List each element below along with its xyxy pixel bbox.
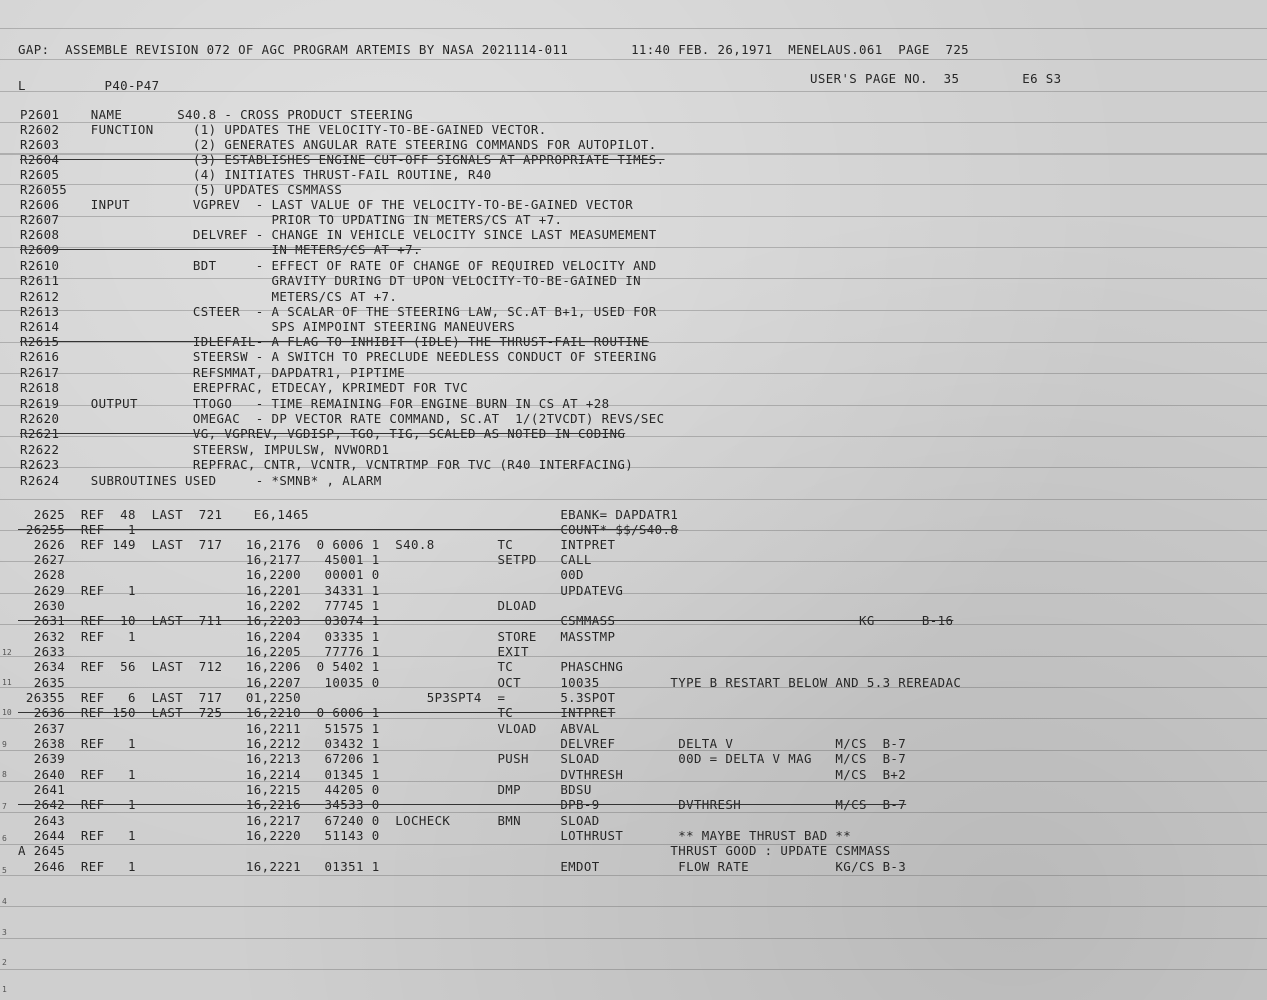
listing-line: R2612 METERS/CS AT +7. bbox=[20, 289, 398, 304]
code-line: 2636 REF 150 LAST 725 16,2210 0 6006 1 TC INTPRET bbox=[18, 705, 616, 720]
code-line: 2641 16,2215 44205 0 DMP BDSU bbox=[18, 782, 592, 797]
listing-line: R2620 OMEGAC - DP VECTOR RATE COMMAND, SC.AT 1/(2TVCDT) REVS/SEC bbox=[20, 411, 665, 426]
code-line: 2626 REF 149 LAST 717 16,2176 0 6006 1 S40.8 TC INTPRET bbox=[18, 537, 616, 552]
margin-mark: 5 bbox=[2, 866, 7, 875]
margin-mark: 10 bbox=[2, 708, 12, 717]
code-line: 2628 16,2200 00001 0 00D bbox=[18, 567, 584, 582]
code-line: 2646 REF 1 16,2221 01351 1 EMDOT FLOW RATE KG/CS B-3 bbox=[18, 859, 907, 874]
listing-line: R2602 FUNCTION (1) UPDATES THE VELOCITY-TO-BE-GAINED VECTOR. bbox=[20, 122, 547, 137]
code-line: 2633 16,2205 77776 1 EXIT bbox=[18, 644, 529, 659]
margin-mark: 2 bbox=[2, 958, 7, 967]
listing-line: R2616 STEERSW - A SWITCH TO PRECLUDE NEEDLESS CONDUCT OF STEERING bbox=[20, 349, 657, 364]
listing-line: R2607 PRIOR TO UPDATING IN METERS/CS AT +7. bbox=[20, 212, 563, 227]
margin-mark: 3 bbox=[2, 928, 7, 937]
listing-line: R2614 SPS AIMPOINT STEERING MANEUVERS bbox=[20, 319, 516, 334]
listing-line: R2608 DELVREF - CHANGE IN VEHICLE VELOCITY SINCE LAST MEASUMEMENT bbox=[20, 227, 657, 242]
code-line: 2639 16,2213 67206 1 PUSH SLOAD 00D = DELTA V MAG M/CS B-7 bbox=[18, 751, 907, 766]
code-line: 2627 16,2177 45001 1 SETPD CALL bbox=[18, 552, 592, 567]
code-line: 26355 REF 6 LAST 717 01,2250 5P3SPT4 = 5.3SPOT bbox=[18, 690, 616, 705]
listing-line: R2618 EREPFRAC, ETDECAY, KPRIMEDT FOR TVC bbox=[20, 380, 469, 395]
listing-line: R2604 (3) ESTABLISHES ENGINE CUT-OFF SIGNALS AT APPROPRIATE TIMES. bbox=[20, 152, 665, 167]
code-line: 2644 REF 1 16,2220 51143 0 LOTHRUST ** MAYBE THRUST BAD ** bbox=[18, 828, 852, 843]
code-line: 2638 REF 1 16,2212 03432 1 DELVREF DELTA V M/CS B-7 bbox=[18, 736, 907, 751]
listing-line: R2615 IDLEFAIL- A FLAG TO INHIBIT (IDLE) THE THRUST-FAIL ROUTINE bbox=[20, 334, 649, 349]
listing-line: R26055 (5) UPDATES CSMMASS bbox=[20, 182, 343, 197]
listing-line: R2623 REPFRAC, CNTR, VCNTR, VCNTRTMP FOR TVC (R40 INTERFACING) bbox=[20, 457, 634, 472]
margin-mark: 9 bbox=[2, 740, 7, 749]
listing-line: R2613 CSTEER - A SCALAR OF THE STEERING LAW, SC.AT B+1, USED FOR bbox=[20, 304, 657, 319]
code-line: 2634 REF 56 LAST 712 16,2206 0 5402 1 TC PHASCHNG bbox=[18, 659, 624, 674]
code-line: 2640 REF 1 16,2214 01345 1 DVTHRESH M/CS B+2 bbox=[18, 767, 907, 782]
code-line: 2630 16,2202 77745 1 DLOAD bbox=[18, 598, 537, 613]
margin-mark: 6 bbox=[2, 834, 7, 843]
margin-mark: 4 bbox=[2, 897, 7, 906]
margin-mark: 11 bbox=[2, 678, 12, 687]
section-label: L P40-P47 bbox=[18, 78, 160, 93]
listing-line: R2611 GRAVITY DURING DT UPON VELOCITY-TO-BE-GAINED IN bbox=[20, 273, 641, 288]
listing-line: R2624 SUBROUTINES USED - *SMNB* , ALARM bbox=[20, 473, 382, 488]
margin-mark: 12 bbox=[2, 648, 12, 657]
listing-line: R2605 (4) INITIATES THRUST-FAIL ROUTINE, R40 bbox=[20, 167, 492, 182]
listing-line: R2619 OUTPUT TTOGO - TIME REMAINING FOR ENGINE BURN IN CS AT +28 bbox=[20, 396, 610, 411]
page-header: GAP: ASSEMBLE REVISION 072 OF AGC PROGRAM ARTEMIS BY NASA 2021114-011 11:40 FEB. 26,1971 MENELAUS.061 PAGE 725 bbox=[18, 42, 970, 57]
listing-line: R2606 INPUT VGPREV - LAST VALUE OF THE VELOCITY-TO-BE-GAINED VECTOR bbox=[20, 197, 634, 212]
listing-line: R2622 STEERSW, IMPULSW, NVWORD1 bbox=[20, 442, 390, 457]
code-line: 2632 REF 1 16,2204 03335 1 STORE MASSTMP bbox=[18, 629, 616, 644]
code-line: 2631 REF 10 LAST 711 16,2203 03074 1 CSMMASS KG B-16 bbox=[18, 613, 954, 628]
margin-mark: 7 bbox=[2, 802, 7, 811]
listing-line: R2621 VG, VGPREV, VGDISP, TGO, TIG, SCALED AS NOTED IN CODING bbox=[20, 426, 626, 441]
listing-line: R2603 (2) GENERATES ANGULAR RATE STEERING COMMANDS FOR AUTOPILOT. bbox=[20, 137, 657, 152]
code-line: 26255 REF 1 COUNT* $$/S40.8 bbox=[18, 522, 679, 537]
code-line: 2629 REF 1 16,2201 34331 1 UPDATEVG bbox=[18, 583, 624, 598]
listing-line: R2610 BDT - EFFECT OF RATE OF CHANGE OF REQUIRED VELOCITY AND bbox=[20, 258, 657, 273]
listing-line: R2609 IN METERS/CS AT +7. bbox=[20, 242, 421, 257]
listing-line: R2617 REFSMMAT, DAPDATR1, PIPTIME bbox=[20, 365, 406, 380]
margin-mark: 1 bbox=[2, 985, 7, 994]
code-line: 2625 REF 48 LAST 721 E6,1465 EBANK= DAPDATR1 bbox=[18, 507, 679, 522]
code-line: 2635 16,2207 10035 0 OCT 10035 TYPE B RESTART BELOW AND 5.3 REREADAC bbox=[18, 675, 962, 690]
code-line: A 2645 THRUST GOOD : UPDATE CSMMASS bbox=[18, 843, 891, 858]
user-page-number: USER'S PAGE NO. 35 E6 S3 bbox=[810, 71, 1062, 86]
code-line: 2642 REF 1 16,2216 34533 0 DPB-9 DVTHRESH M/CS B-7 bbox=[18, 797, 907, 812]
margin-mark: 8 bbox=[2, 770, 7, 779]
code-line: 2643 16,2217 67240 0 LOCHECK BMN SLOAD bbox=[18, 813, 600, 828]
listing-line: P2601 NAME S40.8 - CROSS PRODUCT STEERING bbox=[20, 107, 413, 122]
code-line: 2637 16,2211 51575 1 VLOAD ABVAL bbox=[18, 721, 600, 736]
